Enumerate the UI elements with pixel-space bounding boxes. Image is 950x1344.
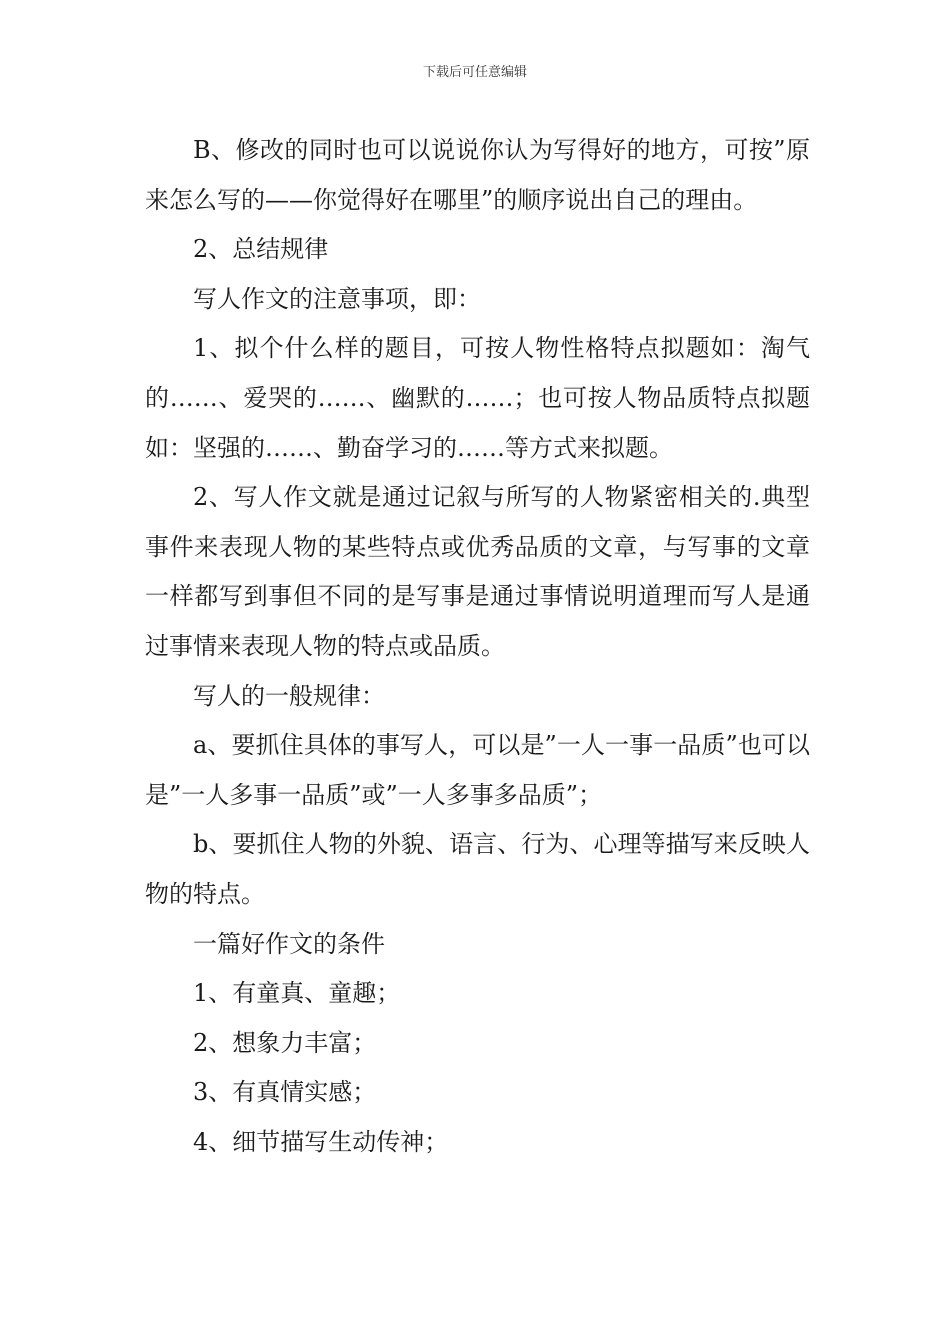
paragraph: B、修改的同时也可以说说你认为写得好的地方，可按”原来怎么写的——你觉得好在哪里”的顺序说出自己的理由。 xyxy=(145,136,810,214)
paragraph: 2、想象力丰富； xyxy=(193,1028,377,1057)
paragraph: 4、细节描写生动传神； xyxy=(193,1127,449,1156)
paragraph: 1、拟个什么样的题目，可按人物性格特点拟题如：淘气的……、爱哭的……、幽默的……；也可按人物品质特点拟题如：坚强的……、勤奋学习的……等方式来拟题。 xyxy=(145,334,810,462)
paragraph: 3、有真情实感； xyxy=(193,1078,377,1107)
paragraph: 写人的一般规律： xyxy=(193,681,385,710)
paragraph: 写人作文的注意事项，即： xyxy=(193,284,481,313)
paragraph: 1、有童真、童趣； xyxy=(193,979,401,1008)
header-note: 下载后可任意编辑 xyxy=(422,65,527,80)
paragraph: 2、写人作文就是通过记叙与所写的人物紧密相关的.典型事件来表现人物的某些特点或优秀品质的文章，与写事的文章一样都写到事但不同的是写事是通过事情说明道理而写人是通过事情来表现人物的特点或品质。 xyxy=(145,483,810,660)
paragraph: b、要抓住人物的外貌、语言、行为、心理等描写来反映人物的特点。 xyxy=(145,830,810,908)
paragraph: 一篇好作文的条件 xyxy=(193,929,385,958)
paragraph: a、要抓住具体的事写人，可以是”一人一事一品质”也可以是”一人多事一品质”或”一人多事多品质”； xyxy=(145,731,810,809)
document-body xyxy=(145,126,810,1167)
paragraph: 2、总结规律 xyxy=(193,235,329,264)
